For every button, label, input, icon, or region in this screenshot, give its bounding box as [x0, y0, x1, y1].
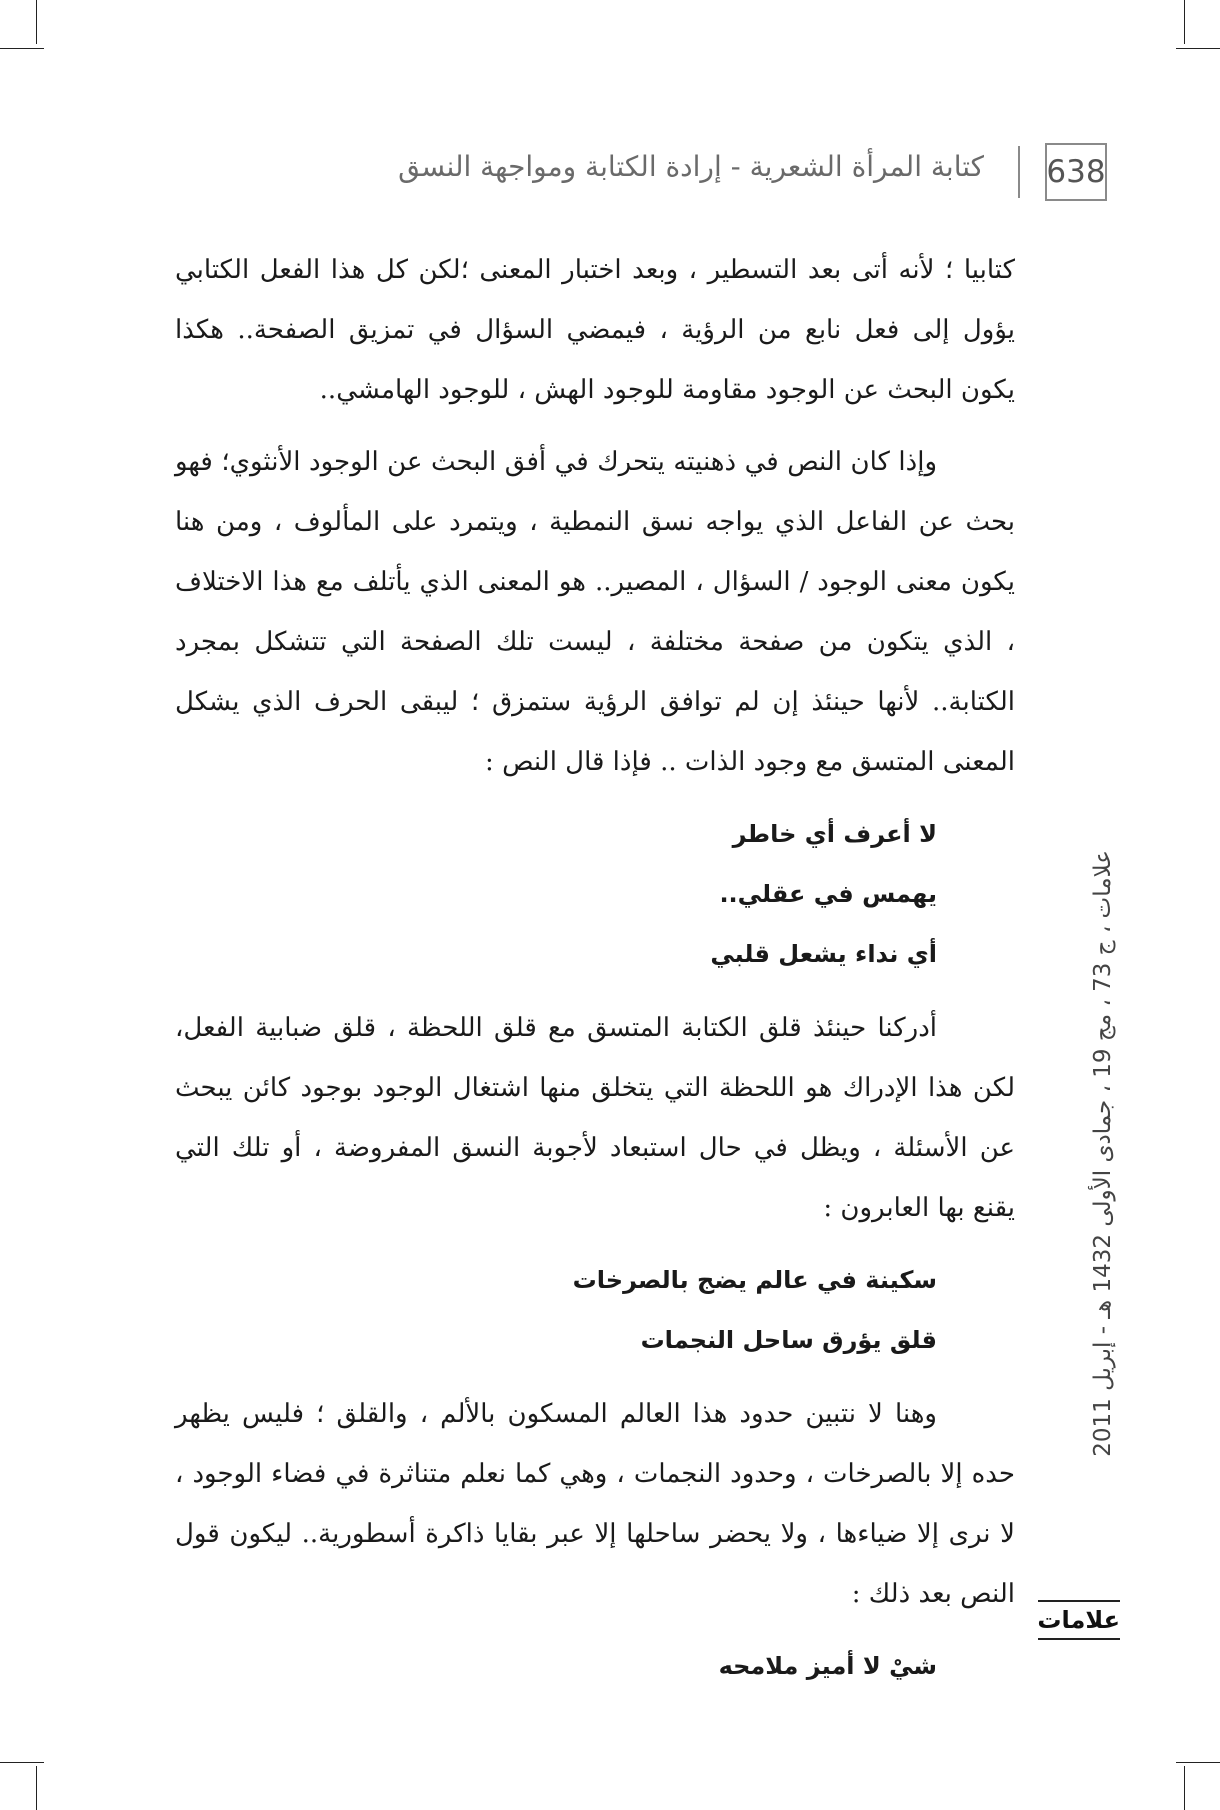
- verse-line: قلق يؤرق ساحل النجمات: [640, 1326, 937, 1354]
- verse-block-3: [175, 1636, 1015, 1696]
- verse-line: سكينة في عالم يضج بالصرخات: [572, 1266, 937, 1294]
- journal-issue-info: علامات ، ج 73 ، مج 19 ، جمادى الأولى 1432 هـ - إبريل 2011: [1090, 850, 1116, 1457]
- paragraph-2: وإذا كان النص في ذهنيته يتحرك في أفق البحث عن الوجود الأنثوي؛ فهو بحث عن الفاعل الذي يواجه نسق النمطية ، ويتمرد على المألوف ، ومن هنا يكون معنى الوجود / السؤال ، المصير.. هو المعنى الذي يأتلف مع هذا الاختلاف ، الذي يتكون من صفحة مختلفة ، ليست تلك الصفحة التي تتشكل بمجرد الكتابة.. لأنها حينئذ إن لم توافق الرؤية ستمزق ؛ ليبقى الحرف الذي يشكل المعنى المتسق مع وجود الذات .. فإذا قال النص :: [175, 447, 1015, 777]
- logo-rule-bottom: [1038, 1638, 1120, 1640]
- article-body: [175, 240, 1015, 1710]
- paragraph-3: أدركنا حينئذ قلق الكتابة المتسق مع قلق اللحظة ، قلق ضبابية الفعل، لكن هذا الإدراك هو اللحظة التي يتخلق منها اشتغال الوجود بوجود كائن يبحث عن الأسئلة ، ويظل في حال استبعاد لأجوبة النسق المفروضة ، أو تلك التي يقنع بها العابرون :: [175, 1013, 1015, 1223]
- journal-logo-text: علامات: [1037, 1606, 1120, 1634]
- crop-mark-top-left: [36, 0, 37, 44]
- crop-mark-top-left-h: [0, 48, 44, 49]
- header-divider: [1018, 146, 1020, 198]
- paragraph-1: كتابيا ؛ لأنه أتى بعد التسطير ، وبعد اختبار المعنى ؛لكن كل هذا الفعل الكتابي يؤول إلى فعل نابع من الرؤية ، فيمضي السؤال في تمزيق الصفحة.. هكذا يكون البحث عن الوجود مقاومة للوجود الهش ، للوجود الهامشي..: [175, 255, 1015, 405]
- crop-mark-bottom-right-h: [1176, 1762, 1220, 1763]
- page-number: 638: [1045, 143, 1107, 201]
- verse-line: لا أعرف أي خاطر: [732, 820, 937, 848]
- verse-line: شيْ لا أميز ملامحه: [718, 1652, 937, 1680]
- journal-logo: [1038, 1600, 1120, 1640]
- crop-mark-top-right: [1184, 0, 1185, 44]
- crop-mark-bottom-right: [1184, 1766, 1185, 1810]
- verse-block-1: [175, 804, 1015, 984]
- paragraph-4: وهنا لا نتبين حدود هذا العالم المسكون بالألم ، والقلق ؛ فليس يظهر حده إلا بالصرخات ، وحدود النجمات ، وهي كما نعلم متناثرة في فضاء الوجود ، لا نرى إلا ضياءها ، ولا يحضر ساحلها إلا عبر بقايا ذاكرة أسطورية.. ليكون قول النص بعد ذلك :: [175, 1399, 1015, 1609]
- crop-mark-bottom-left: [36, 1766, 37, 1810]
- verse-line: أي نداء يشعل قلبي: [710, 940, 937, 968]
- crop-mark-top-right-h: [1176, 48, 1220, 49]
- verse-block-2: [175, 1250, 1015, 1370]
- running-title: كتابة المرأة الشعرية - إرادة الكتابة ومواجهة النسق: [398, 150, 984, 183]
- crop-mark-bottom-left-h: [0, 1762, 44, 1763]
- verse-line: يهمس في عقلي..: [719, 880, 937, 908]
